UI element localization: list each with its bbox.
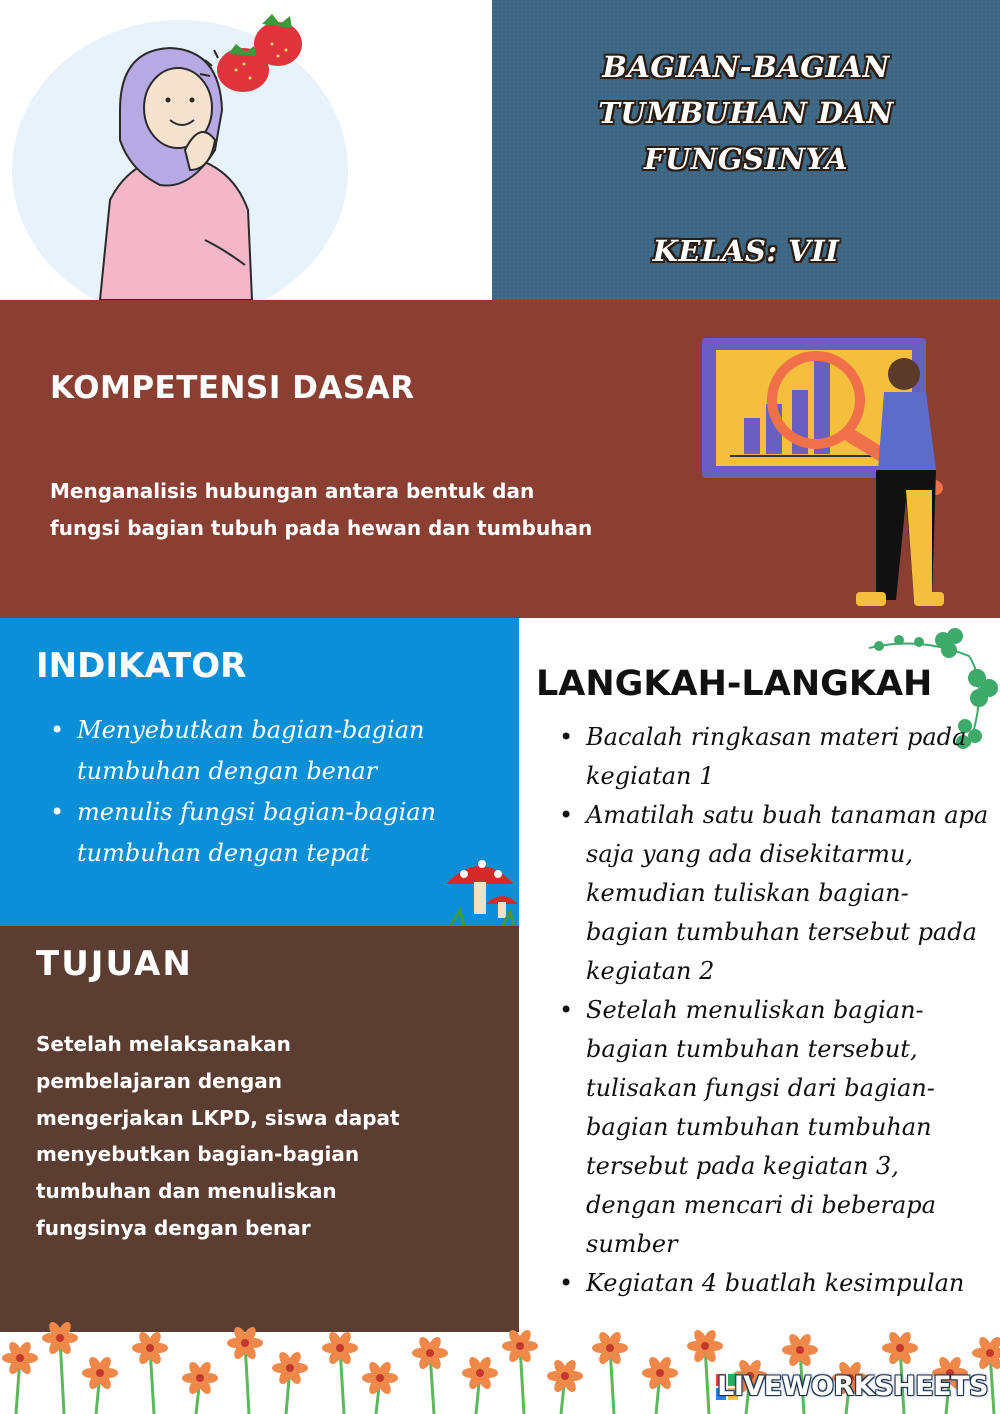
langkah-heading: LANGKAH-LANGKAH xyxy=(536,664,933,704)
title-line-1: BAGIAN-BAGIAN xyxy=(602,50,890,84)
watermark: LIVEWORKSHEETS xyxy=(717,1371,988,1402)
kompetensi-text xyxy=(50,473,622,547)
flower-icon xyxy=(412,1335,448,1414)
flower-icon xyxy=(272,1350,308,1414)
indikator-section xyxy=(0,618,519,926)
list-item: • Amatilah satu buah tanaman apa saja yang ada disekitarmu, kemudian tuliskan bagian- bagian tumbuhan tersebut pada kegiatan 2 xyxy=(559,796,989,991)
flower-icon xyxy=(362,1360,398,1414)
flower-icon xyxy=(42,1320,78,1414)
tujuan-heading: TUJUAN xyxy=(36,944,193,984)
thinking-girl-illustration xyxy=(0,0,492,300)
class-label: KELAS: VII xyxy=(652,234,840,268)
title-panel xyxy=(492,0,1000,300)
langkah-section xyxy=(519,618,1000,1326)
flower-icon xyxy=(132,1330,168,1414)
flower-icon xyxy=(642,1355,678,1414)
title-line-3: FUNGSINYA xyxy=(643,142,849,176)
tujuan-text: Setelah melaksanakan pembelajaran dengan mengerjakan LKPD, siswa dapat menyebutkan bagian-bagian tumbuhan dan menuliskan fungsinya dengan benar xyxy=(36,1032,400,1240)
flower-icon xyxy=(547,1358,583,1414)
list-item: • Menyebutkan bagian-bagian tumbuhan dengan benar xyxy=(50,710,470,792)
flower-icon xyxy=(462,1355,498,1414)
flower-icon xyxy=(2,1340,38,1414)
flower-border xyxy=(0,1318,1000,1414)
flower-icon xyxy=(227,1325,263,1414)
analyst-magnifier-illustration xyxy=(700,330,960,618)
list-item: • Kegiatan 4 buatlah kesimpulan xyxy=(559,1264,989,1303)
person-shirt xyxy=(878,392,936,470)
flower-icon xyxy=(182,1360,218,1414)
kompetensi-line-1: Menganalisis hubungan antara bentuk dan xyxy=(50,479,535,503)
flower-icon xyxy=(592,1330,628,1414)
tujuan-section xyxy=(0,926,519,1326)
indikator-list xyxy=(50,710,470,874)
list-item: • Bacalah ringkasan materi pada kegiatan 1 xyxy=(559,718,989,796)
header-illustration xyxy=(0,0,492,300)
kompetensi-heading: KOMPETENSI DASAR xyxy=(50,370,415,406)
title-line-2: TUMBUHAN DAN xyxy=(598,96,894,130)
indikator-heading: INDIKATOR xyxy=(36,646,247,686)
list-item: • menulis fungsi bagian-bagian tumbuhan dengan tepat xyxy=(50,792,470,874)
flower-icon xyxy=(502,1328,538,1414)
kompetensi-dasar-section xyxy=(0,300,1000,618)
list-item: • Setelah menuliskan bagian- bagian tumbuhan tersebut, tulisakan fungsi dari bagian- bagian tumbuhan tumbuhan tersebut pada kegiatan 3, dengan mencari di beberapa sumber xyxy=(559,991,989,1264)
flower-icon xyxy=(82,1355,118,1414)
mushroom-icon xyxy=(440,848,519,926)
person-head xyxy=(888,358,920,390)
kompetensi-line-2: fungsi bagian tubuh pada hewan dan tumbuhan xyxy=(50,516,593,540)
flower-icon xyxy=(322,1330,358,1414)
langkah-list xyxy=(559,718,989,1303)
